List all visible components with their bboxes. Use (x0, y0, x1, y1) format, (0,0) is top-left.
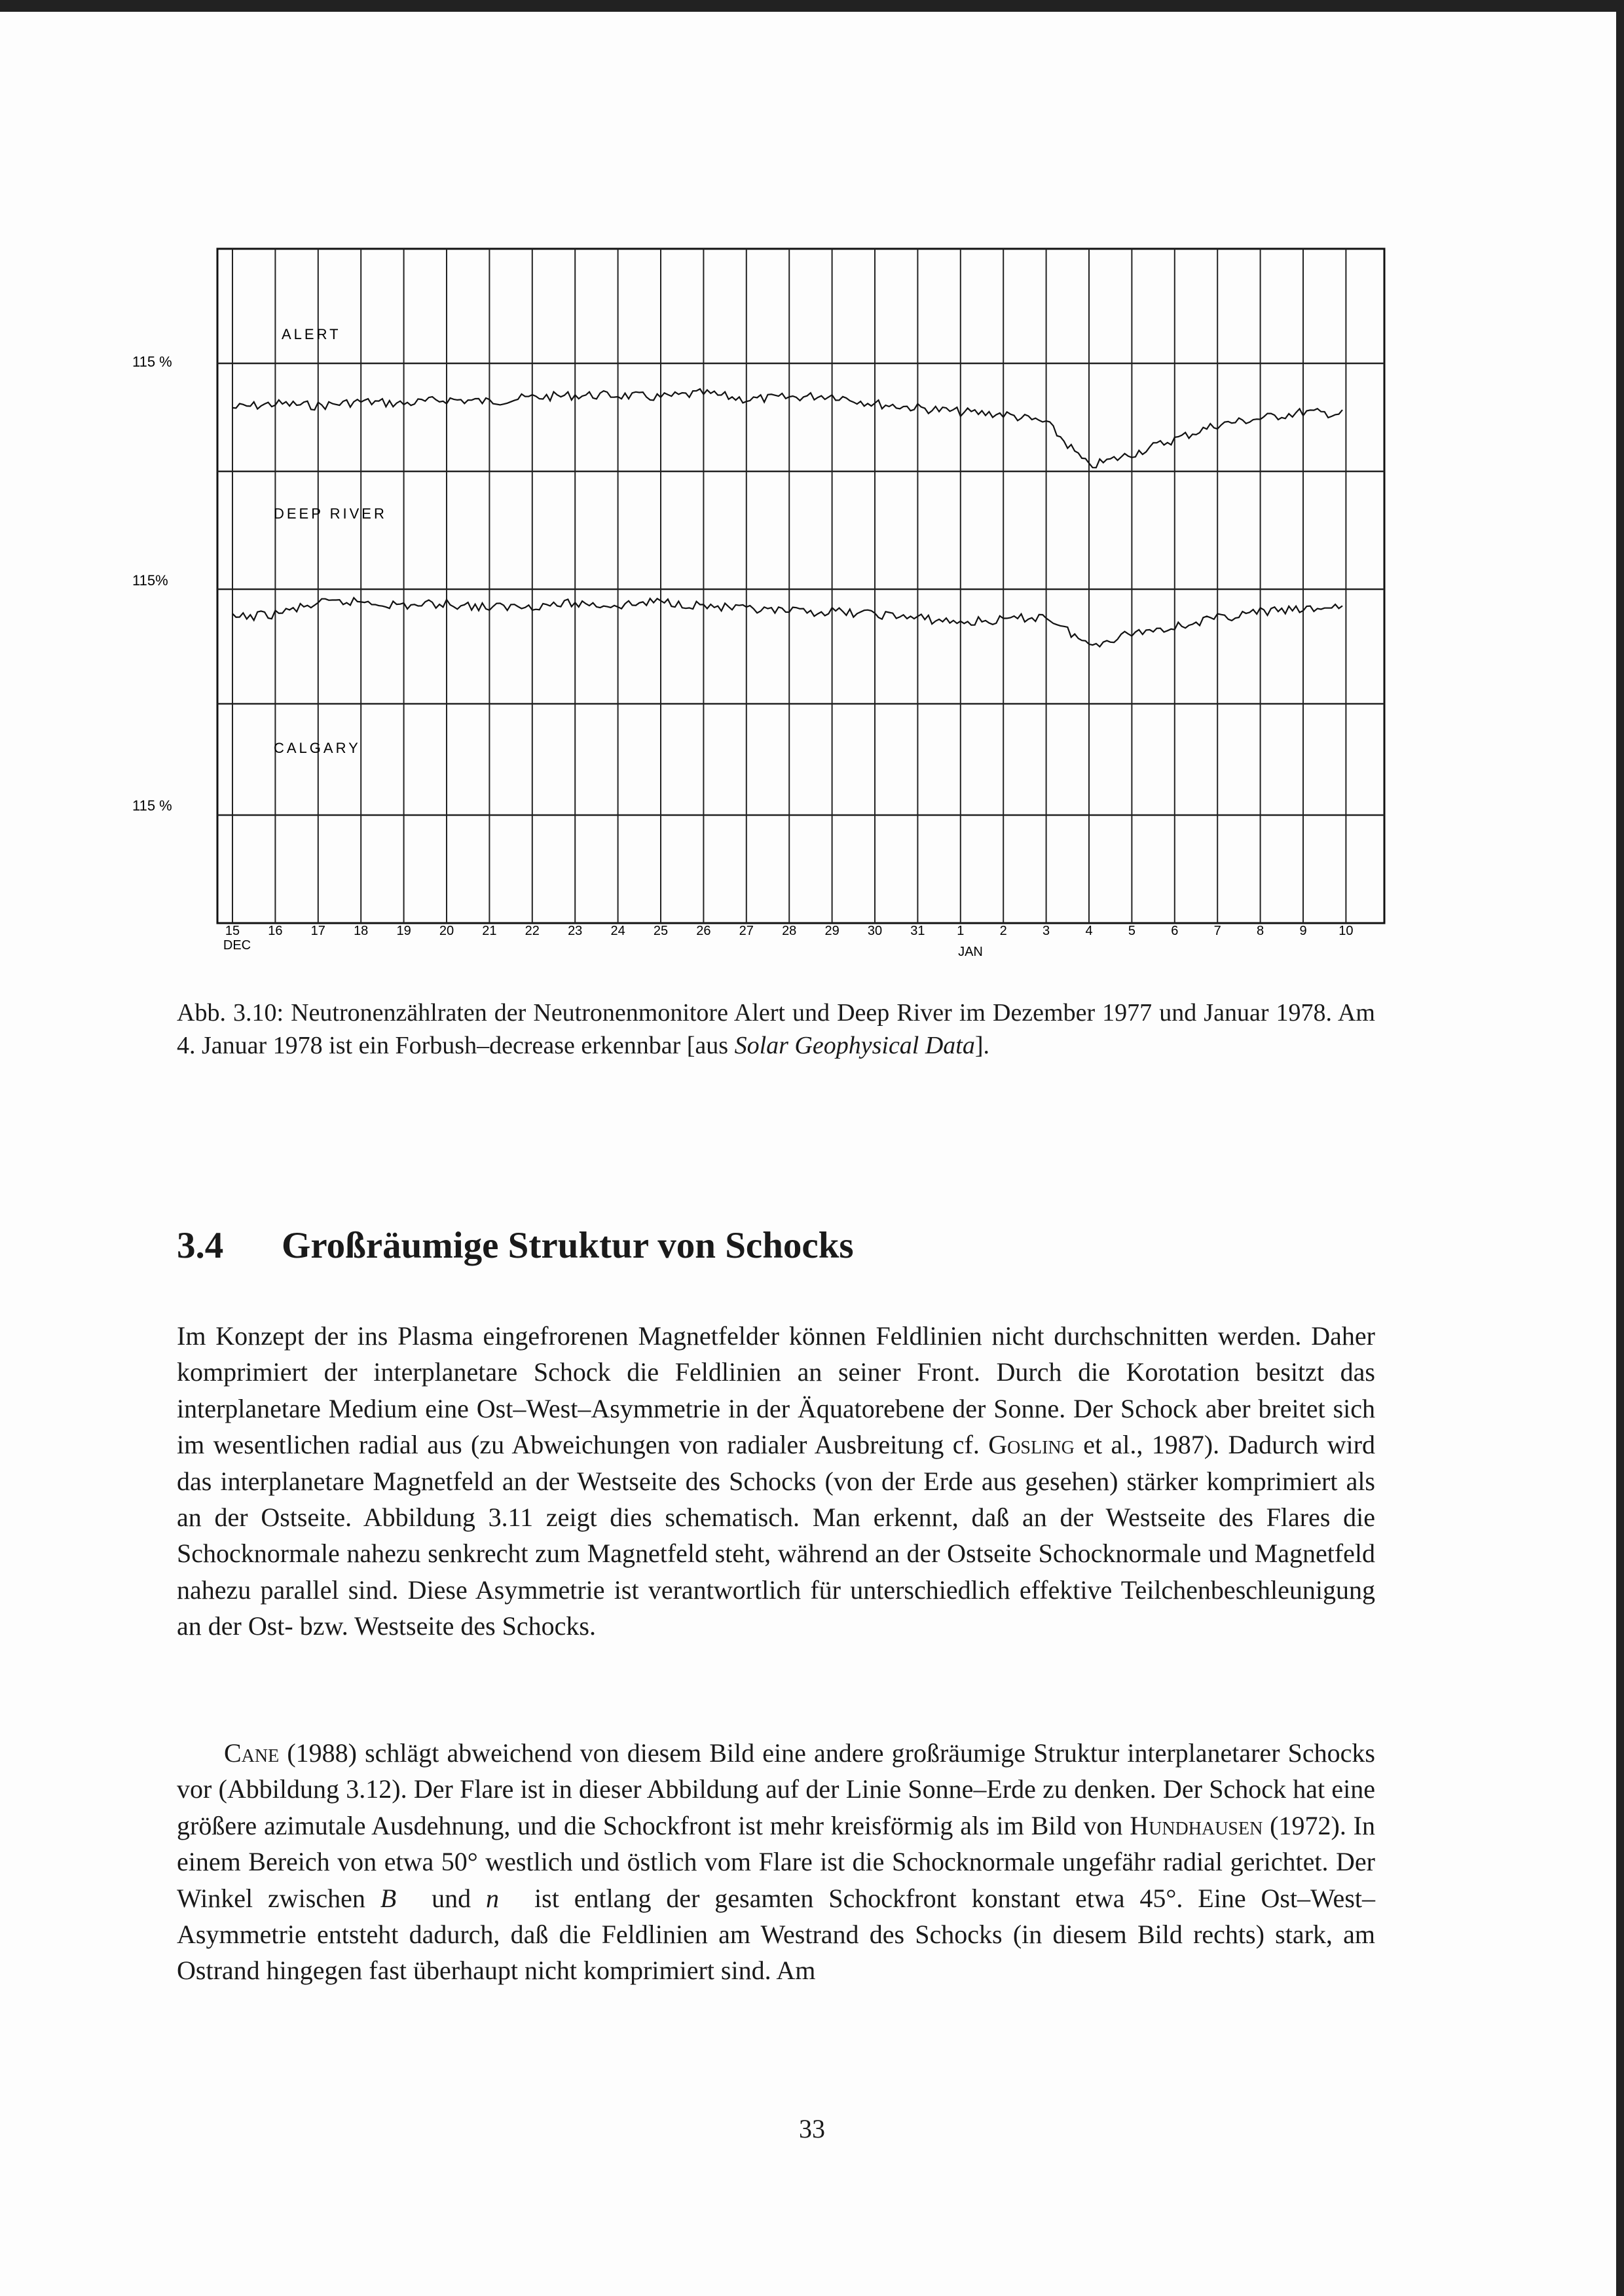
tick-label-19: 19 (396, 924, 411, 938)
scan-border-right (1616, 0, 1624, 2296)
figure-caption (177, 996, 1375, 1062)
panel-label-deep-river: DEEP RIVER (274, 505, 387, 522)
tick-label-21: 21 (482, 924, 497, 938)
vector-b: B⃗ (380, 1883, 417, 1913)
panel-label-calgary: CALGARY (274, 740, 361, 756)
scan-border-top (0, 0, 1624, 12)
tick-label-3: 3 (1043, 924, 1050, 938)
tick-label-20: 20 (439, 924, 454, 938)
tick-label-24: 24 (610, 924, 625, 938)
figure-frame (217, 249, 1384, 923)
percent-label-alert: 115 % (132, 354, 172, 370)
tick-label-17: 17 (310, 924, 325, 938)
para1-text-b: et al., 1987). Dadurch wird das interplanetare Magnetfeld an der Westseite des Schocks (von der Erde aus gesehen) stärker komprimiert als an der Ostseite. Abbildung 3.11 zeigt dies schematisch. Man erkennt, daß an der Westseite des Flares die Schocknormale nahezu senkrecht zum Magnetfeld steht, während an der Ostseite Schocknormale und Magnetfeld nahezu parallel sind. Diese Asymmetrie ist verantwortlich für unterschiedlich effektive Teilchenbeschleunigung an der Ost- bzw. Westseite des Schocks. (177, 1430, 1375, 1641)
tick-label-8: 8 (1257, 924, 1264, 938)
month-label-jan: JAN (958, 945, 983, 959)
body-paragraph-2 (177, 1735, 1375, 1989)
day-grid (217, 249, 1384, 923)
tick-label-16: 16 (268, 924, 283, 938)
tick-label-23: 23 (568, 924, 583, 938)
section-title: Großräumige Struktur von Schocks (282, 1225, 854, 1266)
series-line-alert (232, 389, 1342, 467)
month-label-dec: DEC (223, 938, 251, 953)
panel-label-alert: ALERT (282, 326, 341, 342)
tick-label-26: 26 (696, 924, 711, 938)
tick-label-1: 1 (957, 924, 965, 938)
day-tick-labels (225, 924, 1354, 938)
caption-text: Abb. 3.10: Neutronenzählraten der Neutronenmonitore Alert und Deep River im Dezember 1977 und Januar 1978. Am 4. Januar 1978 ist ein Forbush–decrease erkennbar [aus (177, 999, 1375, 1059)
section-heading (177, 1223, 1421, 1269)
tick-label-7: 7 (1213, 924, 1221, 938)
caption-source: Solar Geophysical Data (734, 1032, 975, 1059)
body-paragraph-1 (177, 1318, 1375, 1645)
neutron-monitor-figure (124, 236, 1447, 969)
series-traces (232, 389, 1342, 647)
para2-author2: Hundhausen (1130, 1810, 1263, 1840)
caption-end: ]. (974, 1032, 990, 1059)
section-number: 3.4 (177, 1225, 224, 1266)
tick-label-31: 31 (910, 924, 925, 938)
percent-label-calgary: 115 % (132, 797, 172, 814)
tick-label-6: 6 (1171, 924, 1179, 938)
tick-label-4: 4 (1085, 924, 1093, 938)
para2-author1: Cane (224, 1738, 280, 1768)
para2-text-b: (1972). In einem Bereich von etwa 50° westlich und östlich vom Flare ist die Schocknormale ungefähr radial gerichtet. Der Winkel zwischen (177, 1810, 1375, 1913)
para2-text-c: und (416, 1883, 487, 1913)
tick-label-30: 30 (867, 924, 883, 938)
percent-label-deep-river: 115% (132, 572, 168, 589)
tick-label-18: 18 (354, 924, 369, 938)
tick-label-28: 28 (782, 924, 797, 938)
para1-author: Gosling (988, 1430, 1075, 1460)
tick-label-22: 22 (525, 924, 540, 938)
tick-label-29: 29 (824, 924, 840, 938)
tick-label-5: 5 (1128, 924, 1135, 938)
vector-n: n⃗ (486, 1883, 520, 1913)
page-number: 33 (799, 2114, 825, 2143)
para2-text-a: (1988) schlägt abweichend von diesem Bild eine andere großräumige Struktur interplanetarer Schocks vor (Abbildung 3.12). Der Flare ist in dieser Abbildung auf der Linie Sonne–Erde zu denken. Der Schock hat eine größere azimutale Ausdehnung, und die Schockfront ist mehr kreisförmig als im Bild von (177, 1738, 1375, 1840)
tick-label-25: 25 (653, 924, 669, 938)
para1-text-a: Im Konzept der ins Plasma eingefrorenen Magnetfelder können Feldlinien nicht durchschnitten werden. Daher komprimiert der interplanetare Schock die Feldlinien an seiner Front. Durch die Korotation besitzt das interplanetare Medium eine Ost–West–Asymmetrie in der Äquatorebene der Sonne. Der Schock aber breitet sich im wesentlichen radial aus (zu Abweichungen von radialer Ausbreitung cf. (177, 1321, 1375, 1460)
tick-label-27: 27 (739, 924, 754, 938)
series-line-deep-river (232, 598, 1342, 647)
tick-label-2: 2 (999, 924, 1007, 938)
tick-label-10: 10 (1338, 924, 1354, 938)
tick-label-15: 15 (225, 924, 240, 938)
tick-label-9: 9 (1299, 924, 1307, 938)
para2-text-d: ist entlang der gesamten Schockfront konstant etwa 45°. Eine Ost–West–Asymmetrie entsteht dadurch, daß die Feldlinien am Westrand des Schocks (in diesem Bild rechts) stark, am Ostrand hingegen fast überhaupt nicht komprimiert sind. Am (177, 1883, 1375, 1986)
